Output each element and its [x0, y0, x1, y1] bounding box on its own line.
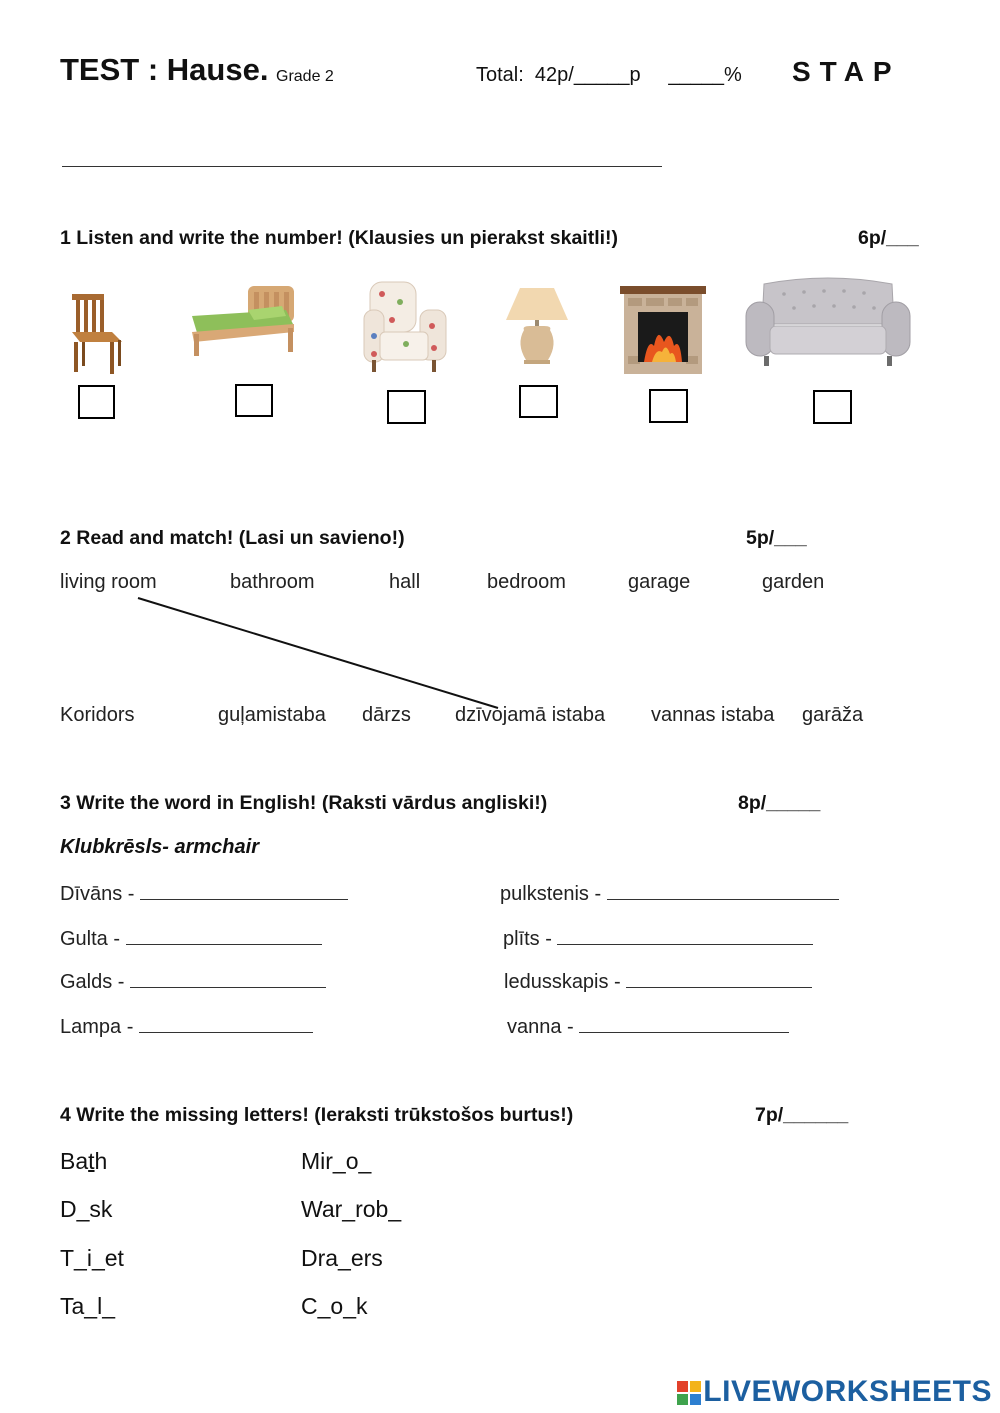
total-score: Total: 42p/_____p _____% — [476, 64, 742, 86]
translate-answer-field[interactable] — [626, 969, 812, 988]
section1-heading: 1 Listen and write the number! (Klausies un pierakst skaitli!) — [60, 227, 619, 249]
match-word-garage[interactable]: garage — [628, 571, 691, 593]
match-word-bedroom[interactable]: bedroom — [487, 571, 566, 593]
missing-letters-item[interactable]: Mir_o_ — [301, 1148, 372, 1174]
page-title: TEST : Hause. — [60, 52, 269, 87]
match-target-darzs[interactable]: dārzs — [362, 704, 411, 726]
translate-answer-field[interactable] — [607, 881, 839, 900]
translate-prompt: Dīvāns - — [60, 883, 135, 905]
translate-row — [60, 926, 322, 951]
translate-answer-field[interactable] — [557, 926, 813, 945]
translate-row — [60, 969, 326, 994]
match-word-bathroom[interactable]: bathroom — [230, 571, 315, 593]
match-target-gulamistaba[interactable]: guļamistaba — [218, 704, 326, 726]
missing-letters-item[interactable]: T_i_et — [60, 1245, 124, 1271]
match-target-vannas-istaba[interactable]: vannas istaba — [651, 704, 775, 726]
match-word-living-room[interactable]: living room — [60, 571, 157, 593]
section2-heading: 2 Read and match! (Lasi un savieno!) — [60, 527, 405, 549]
translate-answer-field[interactable] — [130, 969, 326, 988]
section1-points: 6p/___ — [858, 227, 919, 249]
missing-letters-example: Bath — [60, 1148, 108, 1174]
translate-prompt: pulkstenis - — [500, 883, 602, 905]
missing-letters-item[interactable]: C_o_k — [301, 1293, 368, 1319]
section4-points: 7p/______ — [755, 1104, 849, 1126]
grade-label: Grade 2 — [276, 68, 334, 85]
match-target-koridors[interactable]: Koridors — [60, 704, 135, 726]
missing-letters-item[interactable]: D_sk — [60, 1196, 113, 1222]
translate-answer-field[interactable] — [140, 881, 348, 900]
stap-label: STAP — [792, 56, 901, 87]
translate-prompt: Lampa - — [60, 1016, 134, 1038]
translate-prompt: Galds - — [60, 971, 125, 993]
section3-example: Klubkrēsls- armchair — [60, 836, 259, 858]
translate-answer-field[interactable] — [126, 926, 322, 945]
translate-row — [507, 1014, 789, 1039]
translate-row — [504, 969, 812, 994]
translate-row — [503, 926, 813, 951]
match-target-garaza[interactable]: garāža — [802, 704, 864, 726]
missing-letters-item[interactable]: Dra_ers — [301, 1245, 383, 1271]
match-word-hall[interactable]: hall — [389, 571, 421, 593]
section3-heading: 3 Write the word in English! (Raksti vārdus angliski!) — [60, 792, 548, 814]
translate-prompt: plīts - — [503, 928, 552, 950]
match-word-garden[interactable]: garden — [762, 571, 825, 593]
translate-answer-field[interactable] — [139, 1014, 313, 1033]
section2-points: 5p/___ — [746, 527, 807, 549]
translate-prompt: ledusskapis - — [504, 971, 621, 993]
translate-row — [500, 881, 839, 906]
section3-points: 8p/_____ — [738, 792, 821, 814]
missing-letters-item[interactable]: War_rob_ — [301, 1196, 402, 1222]
translate-prompt: vanna - — [507, 1016, 574, 1038]
translate-answer-field[interactable] — [579, 1014, 789, 1033]
translate-row — [60, 881, 348, 906]
translate-row — [60, 1014, 313, 1039]
match-target-dzivojama-istaba[interactable]: dzīvojamā istaba — [455, 704, 606, 726]
translate-prompt: Gulta - — [60, 928, 121, 950]
liveworksheets-icon — [677, 1381, 701, 1405]
liveworksheets-logo: LIVEWORKSHEETS — [677, 1375, 992, 1409]
missing-letters-item[interactable]: Ta_l_ — [60, 1293, 115, 1319]
section4-heading: 4 Write the missing letters! (Ieraksti trūkstošos burtus!) — [60, 1104, 574, 1126]
